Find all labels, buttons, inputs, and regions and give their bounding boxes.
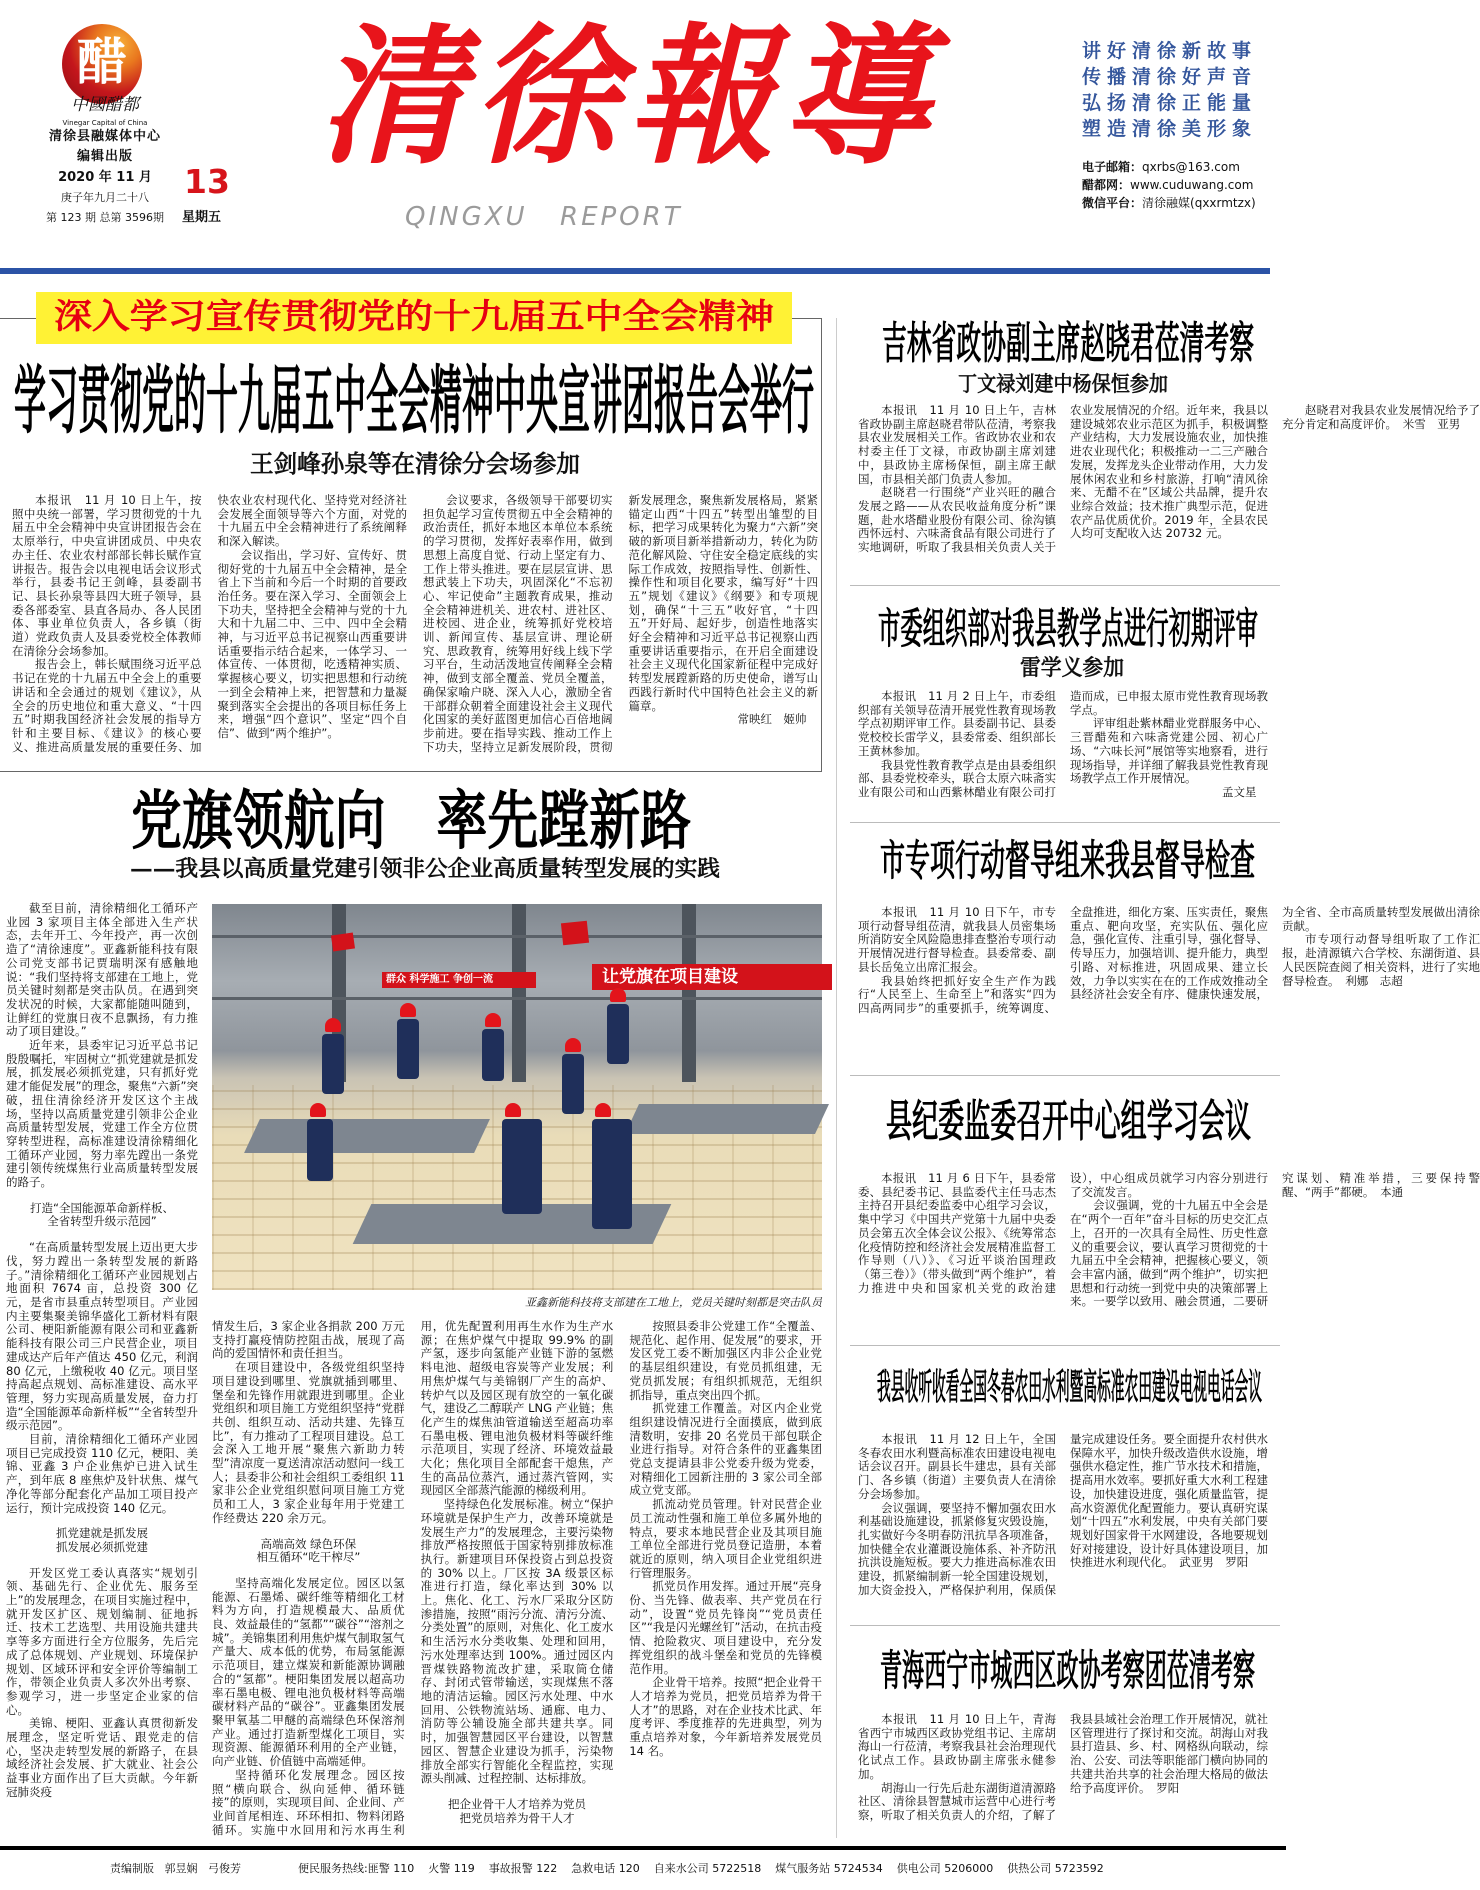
paragraph: 会议强调，要坚持不懈加强农田水利基础设施建设，抓紧修复灾毁设施，扎实做好今冬明春防汛抗旱各项准备，加快健全农业灌溉设施体系、补齐防汛抗洪设施短板。要大力推进高标准农田建设，抓紧编制新一轮全国建设规划，加大资金投入，严格保护利用，保质保量完成建设任务。要全面提升农村供水保障水平，加快升级改造供水设施，增强供水稳定性，推广节水技术和措施，提高用水效率。要抓好重大水利工程建设，加快建设进度，强化质量监管，提高水资源优化配置能力。要认真研究谋划“十四五”水利发展，中央有关部门要规划好国家骨干水网建设，各地要规划好对接建设，设计好具体建设项目，加快推进水利现代化。 武亚男 罗阳 [858, 1432, 1268, 1597]
paragraph: 坚持高端化发展定位。园区以氢能源、石墨烯、碳纤维等精细化工材料为方向，打造规模最大、品质优良、效益最佳的“氢都”“碳谷”“溶剂之城”。美锦集团利用焦炉煤气制取氢气产量大、成本低的优势，布局氢能源示范项目，建立煤炭和新能源协调融合的“氢都”。梗阳集团发展以超高功率石墨电极、锂电池负极材料等高端碳材料产品的“碳谷”。亚鑫集团发展聚甲氧基二甲醚的高端绿色环保溶剂产业。通过打造新型煤化工项目，实现资源、能源循环利用的全产业链，向产业链、价值链中高端延伸。 [212, 1575, 405, 1769]
paragraph: 我县党性教育教学点是由县委组织部、县委党校牵头，联合太原六味斋实业有限公司和山西紫林醋业有限公司打造而成，已申报太原市党性教育现场教学点。 [858, 689, 1268, 799]
photo-banner: 让党旗在项目建设 [592, 964, 832, 990]
day-number: 13 [184, 162, 230, 201]
paragraph: 情发生后，3 家企业各捐款 200 万元支持打赢疫情防控阻击战，展现了高尚的爱国情怀和责任担当。 [212, 1319, 405, 1361]
editors-label: 责编制版 [110, 1862, 154, 1875]
paragraph: 本报讯 11 月 10 日上午，吉林省政协副主席赵晓君带队莅清，考察我县农业发展相关工作。省政协农业和农村委主任丁文禄，市政协副主席刘建中，县政协主席杨保恒，副主席王献国，市县相关部门负责人参加。 [858, 403, 1056, 486]
lead-subhead: 王剑峰孙泉等在清徐分会场参加 [250, 449, 580, 478]
paragraph: 抓党建工作覆盖。对区内企业党组织建设情况进行全面摸底，做到底清数明，安排 20 名党员干部包联企业进行指导。对符合条件的亚鑫集团党总支提请县非公党委升级为党委，对精细化工园新注册的 3 家公司全部成立党支部。 [629, 1401, 822, 1498]
weekday: 星期五 [182, 210, 222, 225]
paragraph: 抓党员作用发挥。通过开展“亮身份、当先锋、做表率、共产党员在行动”，设置“党员先锋岗”“党员责任区”“我是闪光螺丝钉”活动，在抗击疫情、抢险救灾、项目建设中，充分发挥党组织的战斗堡垒和党员的先锋模范作用。 [629, 1579, 822, 1676]
paragraph: 美锦、梗阳、亚鑫认真贯彻新发展理念，坚定听党话、跟党走的信心，坚决走转型发展的新路子，在县域经济社会发展、扩大就业、社会公益事业方面作出了巨大贡献。今年新冠肺炎疫 [6, 1716, 198, 1799]
paragraph: 会议指出，学习好、宣传好、贯彻好党的十九届五中全会精神，是全省上下当前和今后一个时期的首要政治任务。要在深入学习、全面领会上下功夫，坚持把全会精神与党的十九大和十九届二中、三中、四中全会精神，与习近平总书记视察山西重要讲话重要指示结合起来，一体学习、一体宣传、一体贯彻，吃透精神实质、掌握核心要义，切实把思想和行动统一到全会精神上来，把智慧和力量凝聚到落实全会提出的各项目标任务上来，增强“四个意识”、坚定“四个自信”、做到“两个维护”。 [217, 547, 407, 740]
subhead-line: 把党员培养为骨干人才 [459, 1810, 575, 1825]
publish-date: 2020 年 11 月 [58, 170, 152, 185]
editor-name: 弓俊芳 [208, 1862, 241, 1875]
paragraph: 市专项行动督导组听取了工作汇报，赴清源镇六合学校、东湖街道、县人民医院查阅了相关资料，进行了实地督导检查。 利娜 志超 [1282, 932, 1480, 988]
subhead-line: 打造“全国能源革命新样板、 [30, 1200, 174, 1215]
subhead-line: 把企业骨干人才培养为党员 [447, 1796, 586, 1811]
paragraph: 会议要求，各级领导干部要切实担负起学习宣传贯彻五中全会精神的政治责任，抓好本地区本单位本系统的学习贯彻，发挥好表率作用，做到思想上高度自觉、行动上坚定有力、工作上带头推进。要在层层宣讲、思想武装上下功夫，巩固深化“不忘初心、牢记使命”主题教育成果，推动全会精神进机关、进农村、进社区、进校园、进企业，统筹抓好党校培训、新闻宣传、基层宣讲、理论研究、思政教育，统筹用好线上线下学习平台，生动活泼地宣传阐释全会精神，做到支部全覆盖、党员全覆盖，确保家喻户晓、深入人心，激励全省干部群众朝着全面建设社会主义现代化国家的美好蓝图更加信心百倍地阔步前进。要在指导实践、推动工作上下功夫，坚持立足新发展阶段，贯彻新发展理念，聚焦新发展格局，紧紧锚定山西“十四五”转型出雏型的目标，把学习成果转化为聚力“六新”突破的新项目新举措新动力，转化为防范化解风险、守住安全稳定底线的实际工作成效，按照指导性、创新性、操作性和项目化要求，编写好“十四五”规划《建议》《纲要》和专项规划，确保“十三五”收好官，“十四五”开好局、起好步，创造性地落实好全会精神和习近平总书记视察山西重要讲话重要指示，在开启全面建设社会主义现代化国家新征程中完成好转型发展蹚新路的历史使命，谱写山西践行新时代中国特色社会主义的新篇章。 [423, 493, 818, 754]
paragraph: 赵晓君一行围绕“产业兴旺的融合发展之路——从农民收益角度分析”课题，赴水塔醋业股份有限公司、徐沟镇西怀远村、六味斋食品有限公司进行了实地调研，听取了我县相关负责人关于农业发展情况的介绍。近年来，我县以建设城郊农业示范区为抓手，积极调整产业结构，大力发展设施农业，加快推进农业现代化；积极推动一二三产融合发展，发挥龙头企业带动作用，大力发展休闲农业和乡村旅游，打响“清风徐来、无醋不在”区域公共品牌，提升农业综合效益；技术推广典型示范，促进农产品优质优价。2019 年，全县农民人均可支配收入达 20732 元。 [858, 403, 1268, 555]
slogan-line: 讲好清徐新故事 [1082, 40, 1258, 62]
issue-number: 第 123 期 总第 3596期 [46, 211, 164, 224]
hotline-item: 事故报警 122 [488, 1862, 558, 1875]
photo-banner-small: 群众 科学施工 争创一流 [382, 972, 536, 988]
article-body [858, 905, 1480, 1022]
section-subhead [6, 1202, 198, 1229]
theme-banner-text: 深入学习宣传贯彻党的十九届五中全会精神 [54, 297, 774, 337]
byline: 孟文星 [1222, 784, 1257, 799]
paragraph: 报告会上，韩长赋围绕习近平总书记在党的十九届五中全会上的重要讲话和全会通过的规划《建议》，从全会的历史地位和重大意义、“十四五”时期我国经济社会发展的指导方针和主要目标、《建议》的核心要义、推进高质量发展的重要任务、加快农业农村现代化、坚持党对经济社会发展全面领导等六个方面，对党的十九届五中全会精神进行了系统阐释和深入解读。 [12, 493, 407, 754]
column-divider [836, 318, 837, 1838]
newspaper-title: 清徐報導 [318, 9, 939, 185]
hotline-item: 煤气服务站 5724534 [775, 1862, 883, 1875]
section-subhead [6, 1527, 198, 1554]
slogan-line: 塑造清徐美形象 [1082, 118, 1258, 140]
paragraph: 评审组赴紫林醋业党群服务中心、三晋醋苑和六味斋党建公园、初心广场、“六味长河”展馆等实地察看，进行现场指导，并详细了解我县党性教育现场教学点工作开展情况。 [1070, 716, 1268, 786]
publisher: 清徐县融媒体中心 [48, 129, 161, 144]
article-body [858, 403, 1480, 560]
paragraph: 近年来，县委牢记习近平总书记殷殷嘱托，牢固树立“抓党建就是抓发展，抓发展必须抓党建，只有抓好党建才能促发展”的理念，聚焦“六新”突破，扭住清徐经济开发区这个主战场，坚持以高质量党建引领非公企业高质量转型发展，党建工作全方位贯穿转型进程，高标准建设清徐精细化工循环产业园，努力率先蹚出一条党建引领传统煤焦行业高质量转型发展的路子。 [6, 1038, 198, 1190]
hotline-item: 供热公司 5723592 [1007, 1862, 1104, 1875]
subhead-line: 高端高效 绿色环保 [260, 1536, 357, 1551]
hotline-item: 急救电话 120 [571, 1862, 640, 1875]
article-divider [850, 1075, 1280, 1076]
logo-text: 中國醋都 [71, 95, 139, 115]
paragraph: 本报讯 11 月 6 日下午，县委常委、县纪委书记、县监委代主任马志杰主持召开县纪委监委中心组学习会议，集中学习《中国共产党第十九届中央委员会第五次全体会议公报》、《统筹常态化疫情防控和经济社会发展精准监督工作导则（八）》、《习近平谈治国理政（第三卷）》（带头做到“两个维护”，着力推进中央和国家机关党的政治建设），中心组成员就学习内容分别进行了交流发言。 [858, 1171, 1268, 1295]
paragraph: 坚持循环化发展理念。园区按照“横向联合、纵向延伸、循环链接”的原则，实现项目间、企业间、产业间首尾相连、环环相扣、物料闭路循环。实施中水回用和污水再生利用，优先配置利用再生水作为生产水源；在焦炉煤气中提取 99.9% 的副产氢，逐步向氢能产业链下游的氢燃料电池、超级电容炭等产业发展；利用焦炉煤气与美锦钢厂产生的高炉、转炉气以及园区现有放空的一氧化碳气，建设乙二醇联产 LNG 产业链；焦化产生的煤焦油管道输送至超高功率石墨电极、锂电池负极材料等碳纤维示范项目，实现了经济、环境效益最大化；焦化项目全部配套干熄焦，产生的高品位蒸汽，通过蒸汽管网，实现园区全部蒸汽能源的梯级利用。 [212, 1319, 614, 1837]
paragraph: 目前，清徐精细化工循环产业园项目已完成投资 110 亿元，梗阳、美锦、亚鑫 3 户企业焦炉已进入试生产，到年底 8 座焦炉及针状焦、煤气净化等部分配套化产品加工项目投产运行，预计完成投资 140 亿元。 [6, 1432, 198, 1515]
vinegar-capital-logo [62, 24, 142, 104]
article-divider [850, 585, 1280, 586]
article-body [858, 1713, 1268, 1823]
paragraph: 赵晓君对我县农业发展情况给予了充分肯定和高度评价。 米雪 亚男 [1282, 403, 1480, 431]
byline: 常映红 姬帅 [737, 712, 807, 727]
feature-lower-columns [212, 1320, 822, 1840]
paragraph: 坚持绿色化发展标准。树立“保护环境就是保护生产力，改善环境就是发展生产力”的发展理念，主要污染物排放严格按照低于国家特别排放标准执行。新建项目环保投资占到总投资的 30% 以上。厂区按 3A 级景区标准进行打造，绿化率达到 30% 以上。焦化、化工、污水厂采取分区防渗措施，按照“雨污分流、清污分流、分类处置”的原则，对焦化、化工废水和生活污水分类收集、处理和回用，污水处理率达到 100%。通过园区内晋煤铁路物流改扩建，采取筒仓储存、封闭式管带输送，实现煤焦不落地的清洁运输。园区污水处理、中水回用、公铁物流站场、通廊、电力、消防等公辅设施全部共建共享。同时，加强智慧园区平台建设，以智慧园区、智慧企业建设为抓手，污染物排放全部实行智能化全程监控，实现源头削减、过程控制、达标排放。 [420, 1497, 614, 1786]
article-headline: 吉林省政协副主席赵晓君莅清考察 [882, 318, 1254, 369]
paragraph: 本报讯 11 月 12 日上午，全国冬春农田水利暨高标准农田建设电视电话会议召开。副县长牛建忠，县有关部门、各乡镇（街道）主要负责人在清徐分会场参加。 [858, 1432, 1056, 1501]
paragraph: “在高质量转型发展上迈出更大步伐，努力蹚出一条转型发展的新路子。”清徐精细化工循环产业园规划占地面积 7674 亩，总投资 300 亿元，是省市县重点转型项目。产业园内主要集聚美锦华盛化工新材料有限公司、梗阳新能源有限公司和亚鑫新能科技有限公司三户民营企业，项目建成达产后年产值达 450 亿元，利润 80 亿元，上缴税收 40 亿元。项目坚持高起点规划、高标准建设、高水平管理，努力实现高质量发展，奋力打造“全国能源革命新样板”“全省转型升级示范园”。 [6, 1240, 198, 1433]
paragraph: 本报讯 11 月 10 日上午，按照中央统一部署，学习贯彻党的十九届五中全会精神中央宣讲团报告会在太原举行，中央宣讲团成员、中央农办主任、农业农村部部长韩长赋作宣讲报告。报告会以电视电话会议形式举行，县委书记王剑峰，县委副书记、县长孙泉等县四大班子领导，县委各部委室、县直各局办、各人民团体、事业单位负责人，各乡镇（街道）党政负责人及县委党校全体教师在清徐分会场参加。 [12, 493, 202, 658]
hotline-item: 火警 119 [428, 1862, 475, 1875]
subhead-line: 相互循环“吃干榨尽” [256, 1550, 361, 1565]
website-link[interactable]: www.cuduwang.com [1130, 178, 1254, 192]
slogan-line: 弘扬清徐正能量 [1082, 92, 1258, 114]
feature-headline: 党旗领航向 率先蹚新路 [131, 785, 691, 859]
article-body [858, 690, 1268, 810]
photo-caption: 亚鑫新能科技将支部建在工地上，党员关键时刻都是突击队员 [525, 1296, 822, 1309]
subhead-line: 全省转型升级示范园” [47, 1214, 157, 1229]
contact-wechat: 微信平台：清徐融媒(qxxrmtzx) [1082, 196, 1256, 210]
editor-name: 郭昱娴 [164, 1862, 198, 1875]
lead-article-body [12, 494, 818, 764]
hotline-item: 供电公司 5206000 [896, 1862, 994, 1875]
article-headline: 市专项行动督导组来我县督导检查 [880, 836, 1256, 885]
paragraph: 企业骨干培养。按照“把企业骨干人才培养为党员，把党员培养为骨干人才”的思路，对在企业技术比武、年度考评、季度推荐的先进典型，列为重点培养对象，今年新培养发展党员 14 名。 [629, 1675, 822, 1758]
red-flag-icon [561, 921, 589, 946]
paragraph: 按照县委非公党建工作“全覆盖、规范化、起作用、促发展”的要求，开发区党工委不断加强区内非公企业党的基层组织建设，有党员抓组建，无党员抓发展；有组织抓规范，无组织抓指导，重点突出四个抓。 [629, 1319, 822, 1402]
footer-bar [110, 1862, 1104, 1876]
title-english: REPORT [560, 202, 683, 232]
paragraph: 我县始终把抓好安全生产作为践行“人民至上、生命至上”和落实“四为四高两同步”的重要抓手，统筹调度、全盘推进，细化方案、压实责任，聚焦重点、靶向攻坚，充实队伍、强化应急，强化宣传、注重引导，强化督导、传导压力，加强培训、提升能力，典型引路、对标推进，巩固成果、建立长效，力争以实实在在的工作成效推动全县经济社会安全有序、健康快速发展，为全省、全市高质量转型发展做出清徐贡献。 [858, 905, 1480, 1015]
article-headline: 市委组织部对我县教学点进行初期评审 [878, 604, 1259, 653]
article-headline: 青海西宁市城西区政协考察团莅清考察 [880, 1646, 1256, 1695]
subhead-line: 抓党建就是抓发展 [56, 1526, 148, 1541]
publish-note: 编辑出版 [76, 149, 133, 164]
lead-headline: 学习贯彻党的十九届五中全会精神中央宣讲团报告会举行 [14, 358, 814, 444]
paragraph: 开发区党工委认真落实“规划引领、基础先行、企业优先、服务至上”的发展理念，在项目实施过程中，就开发区扩区、规划编制、征地拆迁、技术工艺选型、共用设施共建共享等多方面进行全方位服务，先后完成了总体规划、产业规划、环境保护规划、区域环评和安全评价等编制工作，带领企业负责人多次外出考察、参观学习，进一步坚定企业家的信心。 [6, 1565, 198, 1717]
lunar-date: 庚子年九月二十八 [61, 191, 149, 204]
hotline-item: 自来水公司 5722518 [653, 1862, 762, 1875]
section-subhead [212, 1538, 405, 1565]
article-body [858, 1433, 1268, 1601]
section-subhead [421, 1798, 614, 1825]
article-headline: 我县收听收看全国冬春农田水利暨高标准农田建设电视电话会议 [877, 1367, 1263, 1408]
article-subhead: 丁文禄刘建中杨保恒参加 [958, 371, 1168, 396]
slogan-line: 传播清徐好声音 [1082, 66, 1258, 88]
footer-rule [0, 1846, 1286, 1850]
paragraph: 本报讯 11 月 2 日上午，市委组织部有关领导莅清开展党性教育现场教学点初期评审工作。县委副书记、县委党校校长雷学义，县委常委、组织部长王黄林参加。 [858, 689, 1056, 758]
hotline-item: 便民服务热线:匪警 110 [298, 1862, 415, 1875]
paragraph: 本报讯 11 月 10 日下午，市专项行动督导组莅清，就我县人员密集场所消防安全风险隐患排查整治专项行动开展情况进行督导检查。县委常委、副县长岳兔立出席汇报会。 [858, 905, 1056, 974]
article-headline: 县纪委监委召开中心组学习会议 [886, 1096, 1251, 1147]
paragraph: 在项目建设中，各级党组织坚持项目建设到哪里、党旗就插到哪里、堡垒和先锋作用就跟进到哪里。企业党组织和项目施工方党组织坚持“党群共创、组织互动、活动共建、先锋互比”，有力推动了工程项目建设。总工会深入工地开展“聚焦六新助力转型”清凉度一夏送清凉活动慰问一线工人；县委非公和社会组织工委组织 11 家非公企业党组织慰问项目施工方党员和工人，3 家企业每年用于党建工作经费达 220 余万元。 [212, 1360, 405, 1525]
feature-subhead: ——我县以高质量党建引领非公企业高质量转型发展的实践 [130, 856, 721, 882]
contact-website: 醋都网：www.cuduwang.com [1082, 178, 1254, 192]
title-pinyin: QINGXU [405, 202, 528, 232]
paragraph: 抓流动党员管理。针对民营企业员工流动性强和施工单位多属外地的特点，要求本地民营企业及其项目施工单位全部进行党员登记造册，本着就近的原则，纳入项目企业党组织进行管理服务。 [629, 1497, 822, 1580]
article-subhead: 雷学义参加 [1020, 655, 1125, 681]
contact-email: 电子邮箱：qxrbs@163.com [1082, 160, 1240, 174]
logo-subtitle: Vinegar Capital of China [62, 119, 148, 127]
article-divider [850, 1345, 1280, 1346]
subhead-line: 抓发展必须抓党建 [56, 1539, 148, 1554]
email-link[interactable]: qxrbs@163.com [1142, 160, 1240, 174]
article-body [858, 1171, 1480, 1314]
paragraph: 本报讯 11 月 10 日上午，青海省西宁市城西区政协党组书记、主席胡海山一行莅清，考察我县社会治理现代化试点工作。县政协副主席张永健参加。 [858, 1712, 1056, 1781]
paragraph: 截至目前，清徐精细化工循环产业园 3 家项目主体全部进入生产状态，去年开工、今年投产，再一次创造了“清徐速度”。亚鑫新能科技有限公司党支部书记贾瑞明深有感触地说：“我们坚持将支部建在工地上，党员关键时刻都是突击队员。在遇到突发状况的时候，大家都能随叫随到，让鲜红的党旗日夜不息飘扬，有力推动了项目建设。” [6, 901, 198, 1039]
article-divider [850, 822, 1280, 823]
paragraph: 胡海山一行先后赴东湖街道清源路社区、清徐县智慧城市运营中心进行考察，听取了相关负责人的介绍，了解了我县县域社会治理工作开展情况，就社区管理进行了探讨和交流。胡海山对我县打造县、乡、村、网格纵向联动，综治、公安、司法等职能部门横向协同的共建共治共享的社会治理大格局的做法给予高度评价。 罗阳 [858, 1712, 1268, 1822]
paragraph: 会议强调，党的十九届五中全会是在“两个一百年”奋斗目标的历史交汇点上，召开的一次具有全局性、历史性意义的重要会议，要认真学习贯彻党的十九届五中全会精神，把握核心要义，领会丰富内涵，做到“两个维护”，切实把思想和行动统一到党中央的决策部署上来。一要学以致用、融会贯通，二要研究谋划、精准举措，三要保持警醒、“两手”都硬。 本通 [1070, 1171, 1480, 1309]
logo-glyph: 醋 [77, 32, 127, 91]
article-divider [850, 1625, 1280, 1626]
masthead-rule [0, 268, 1270, 274]
construction-site-photo [212, 904, 822, 1290]
feature-left-column [6, 902, 198, 1840]
red-flag-icon [331, 933, 355, 952]
